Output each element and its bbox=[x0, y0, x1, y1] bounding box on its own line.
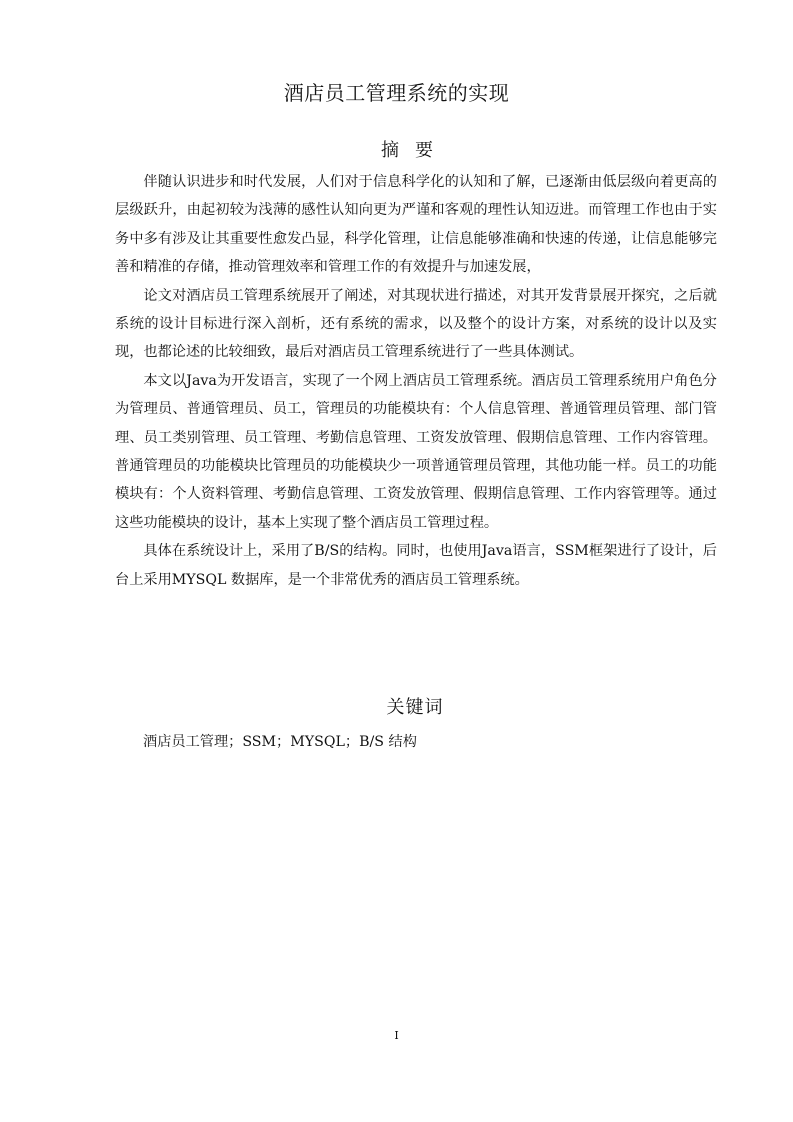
abstract-paragraph: 具体在系统设计上，采用了B/S的结构。同时，也使用Java语言，SSM框架进行了设计，后台上采用MYSQL 数据库，是一个非常优秀的酒店员工管理系统。 bbox=[115, 543, 717, 588]
abstract-paragraph: 本文以Java为开发语言，实现了一个网上酒店员工管理系统。酒店员工管理系统用户角色分为管理员、普通管理员、员工，管理员的功能模块有：个人信息管理、普通管理员管理、部门管理、员工类别管理、员工管理、考勤信息管理、工资发放管理、假期信息管理、工作内容管理。普通管理员的功能模块比管理员的功能模块少一项普通管理员管理，其他功能一样。员工的功能模块有：个人资料管理、考勤信息管理、工资发放管理、假期信息管理、工作内容管理等。通过这些功能模块的设计，基本上实现了整个酒店员工管理过程。 bbox=[115, 372, 717, 531]
page-number: I bbox=[394, 1029, 399, 1042]
abstract-paragraph: 伴随认识进步和时代发展，人们对于信息科学化的认知和了解，已逐渐由低层级向着更高的层级跃升，由起初较为浅薄的感性认知向更为严谨和客观的理性认知迈进。而管理工作也由于实务中多有涉及让其重要性愈发凸显，科学化管理，让信息能够准确和快速的传递，让信息能够完善和精准的存储，推动管理效率和管理工作的有效提升与加速发展， bbox=[115, 174, 717, 276]
abstract-heading: 摘要 bbox=[381, 140, 449, 161]
abstract-paragraph: 论文对酒店员工管理系统展开了阐述，对其现状进行描述，对其开发背景展开探究，之后就系统的设计目标进行深入剖析，还有系统的需求，以及整个的设计方案，对系统的设计以及实现，也都论述的比较细致，最后对酒店员工管理系统进行了一些具体测试。 bbox=[115, 287, 717, 361]
keywords-line: 酒店员工管理；SSM；MYSQL；B/S 结构 bbox=[143, 734, 417, 750]
abstract-body bbox=[115, 168, 717, 594]
document-title: 酒店员工管理系统的实现 bbox=[283, 81, 510, 105]
keywords-heading: 关键词 bbox=[386, 697, 444, 718]
